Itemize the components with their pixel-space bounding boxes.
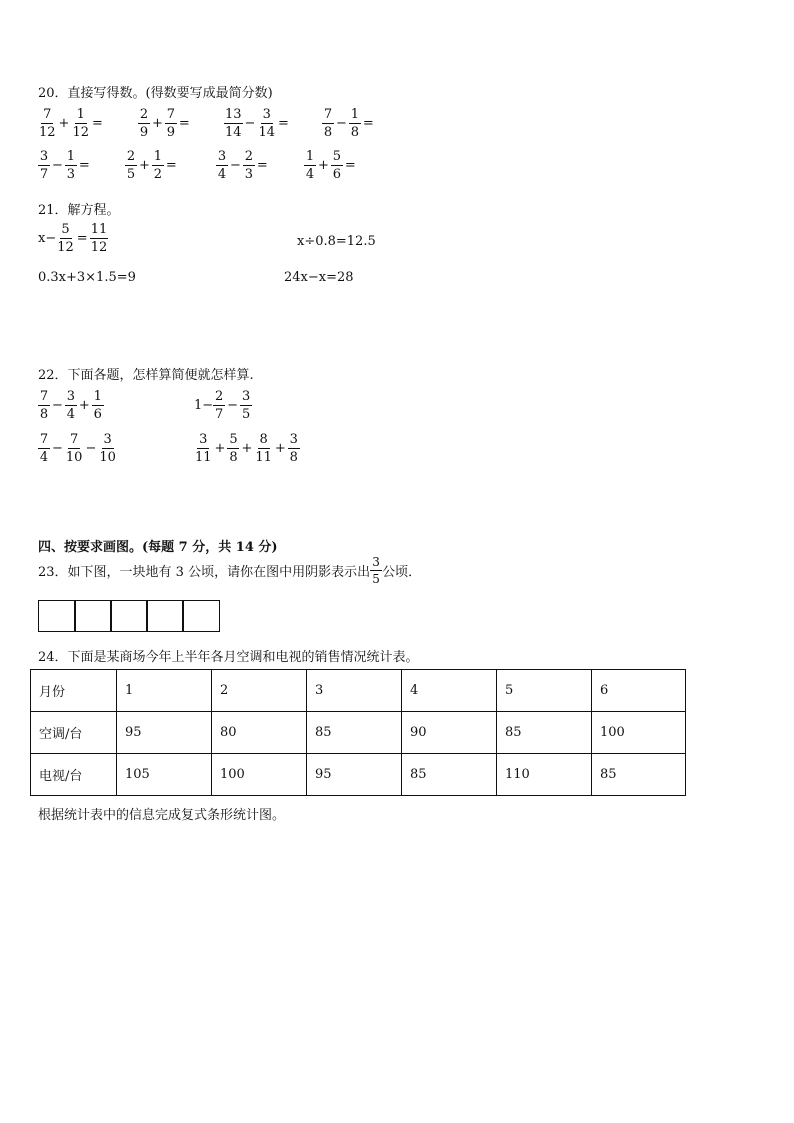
q22-expression-1: $\frac{7}{8}$ − $\frac{3}{4}$ + $\frac{1}{6}$ bbox=[39, 389, 102, 422]
table-cell: 80 bbox=[212, 712, 307, 754]
q24-title: 24．下面是某商场今年上半年各月空调和电视的销售情况统计表。 bbox=[38, 650, 419, 665]
q22-expression-4: $\frac{3}{11}$ + $\frac{5}{8}$ + $\frac{8}{11}$ + $\frac{3}{8}$ bbox=[195, 432, 298, 465]
table-row bbox=[31, 712, 686, 754]
table-row bbox=[31, 670, 686, 712]
q21-title: 21．解方程。 bbox=[38, 203, 120, 218]
fraction: $\frac{1}{4}$ bbox=[305, 149, 315, 182]
q22-expression-2: 1− $\frac{2}{7}$ − $\frac{3}{5}$ bbox=[194, 389, 251, 422]
table-cell: 85 bbox=[307, 712, 402, 754]
land-grid-cell[interactable] bbox=[182, 600, 220, 632]
land-grid-cell[interactable] bbox=[38, 600, 76, 632]
fraction: $\frac{7}{4}$ bbox=[39, 432, 49, 465]
table-header-cell: 月份 bbox=[31, 670, 117, 712]
table-header-cell: 6 bbox=[592, 670, 686, 712]
land-grid-cell[interactable] bbox=[146, 600, 184, 632]
q21-equation-3: 0.3x+3×1.5=9 bbox=[38, 270, 136, 285]
q20-row2-item1: $\frac{3}{7}$ − $\frac{1}{3}$ = bbox=[39, 149, 90, 182]
fraction: $\frac{7}{8}$ bbox=[39, 389, 49, 422]
table-header-cell: 3 bbox=[307, 670, 402, 712]
table-header-cell: 4 bbox=[402, 670, 497, 712]
q24-footer: 根据统计表中的信息完成复式条形统计图。 bbox=[38, 808, 286, 823]
q20-row1-item1: $\frac{7}{12}$ + $\frac{1}{12}$ = bbox=[39, 107, 103, 140]
table-cell: 电视/台 bbox=[31, 754, 117, 796]
table-cell: 110 bbox=[497, 754, 592, 796]
fraction: $\frac{1}{3}$ bbox=[66, 149, 76, 182]
fraction: $\frac{2}{7}$ bbox=[215, 389, 224, 422]
q22-expression-3: $\frac{7}{4}$ − $\frac{7}{10}$ − $\frac{3}{10}$ bbox=[39, 432, 116, 465]
q20-row1-item3: $\frac{13}{14}$ − $\frac{3}{14}$ = bbox=[225, 107, 289, 140]
fraction: $\frac{8}{11}$ bbox=[255, 432, 272, 465]
sales-table bbox=[30, 669, 686, 796]
fraction: $\frac{1}{6}$ bbox=[93, 389, 102, 422]
table-cell: 105 bbox=[117, 754, 212, 796]
fraction: $\frac{7}{8}$ bbox=[323, 107, 333, 140]
table-cell: 85 bbox=[592, 754, 686, 796]
fraction: $\frac{3}{5}$ bbox=[241, 389, 251, 422]
table-cell: 95 bbox=[307, 754, 402, 796]
fraction: $\frac{3}{10}$ bbox=[99, 432, 116, 465]
fraction: $\frac{13}{14}$ bbox=[225, 107, 242, 140]
fraction: $\frac{3}{8}$ bbox=[289, 432, 298, 465]
table-cell: 95 bbox=[117, 712, 212, 754]
table-cell: 100 bbox=[212, 754, 307, 796]
fraction: $\frac{3}{4}$ bbox=[66, 389, 76, 422]
fraction: $\frac{1}{12}$ bbox=[72, 107, 89, 140]
q20-row2-item3: $\frac{3}{4}$ − $\frac{2}{3}$ = bbox=[217, 149, 268, 182]
fraction: $\frac{3}{4}$ bbox=[217, 149, 227, 182]
fraction: $\frac{3}{14}$ bbox=[258, 107, 275, 140]
fraction: $\frac{3}{7}$ bbox=[39, 149, 49, 182]
q20-title: 20．直接写得数。(得数要写成最简分数) bbox=[38, 86, 273, 101]
land-grid-cell[interactable] bbox=[74, 600, 112, 632]
table-header-cell: 2 bbox=[212, 670, 307, 712]
q21-equation-1: x− $\frac{5}{12}$ = $\frac{11}{12}$ bbox=[38, 222, 108, 255]
fraction: $\frac{3}{5}$ bbox=[370, 556, 382, 585]
table-header-cell: 5 bbox=[497, 670, 592, 712]
table-cell: 85 bbox=[497, 712, 592, 754]
fraction: $\frac{11}{12}$ bbox=[90, 222, 108, 255]
fraction: $\frac{5}{8}$ bbox=[229, 432, 238, 465]
table-cell: 85 bbox=[402, 754, 497, 796]
fraction: $\frac{1}{8}$ bbox=[350, 107, 360, 140]
fraction: $\frac{5}{12}$ bbox=[57, 222, 74, 255]
land-grid-cell[interactable] bbox=[110, 600, 148, 632]
table-cell: 空调/台 bbox=[31, 712, 117, 754]
table-cell: 90 bbox=[402, 712, 497, 754]
fraction: $\frac{2}{9}$ bbox=[139, 107, 149, 140]
fraction: $\frac{3}{11}$ bbox=[195, 432, 212, 465]
q20-row1-item2: $\frac{2}{9}$ + $\frac{7}{9}$ = bbox=[139, 107, 190, 140]
q20-row2-item4: $\frac{1}{4}$ + $\frac{5}{6}$ = bbox=[305, 149, 356, 182]
q22-title: 22．下面各题，怎样算简便就怎样算. bbox=[38, 368, 254, 383]
q23-prompt: 23．如下图，一块地有 3 公顷，请你在图中用阴影表示出 $\frac{3}{5}$ 公顷． bbox=[38, 555, 422, 586]
table-cell: 100 bbox=[592, 712, 686, 754]
q21-equation-4: 24x−x=28 bbox=[284, 270, 354, 285]
q20-row2-item2: $\frac{2}{5}$ + $\frac{1}{2}$ = bbox=[126, 149, 177, 182]
q21-equation-2: x÷0.8=12.5 bbox=[297, 234, 376, 249]
fraction: $\frac{7}{12}$ bbox=[39, 107, 56, 140]
fraction: $\frac{2}{5}$ bbox=[126, 149, 136, 182]
fraction: $\frac{7}{10}$ bbox=[65, 432, 83, 465]
table-header-cell: 1 bbox=[117, 670, 212, 712]
q20-row1-item4: $\frac{7}{8}$ − $\frac{1}{8}$ = bbox=[323, 107, 374, 140]
fraction: $\frac{5}{6}$ bbox=[332, 149, 342, 182]
fraction: $\frac{1}{2}$ bbox=[153, 149, 163, 182]
table-row bbox=[31, 754, 686, 796]
section-4-heading: 四、按要求画图。(每题 7 分，共 14 分) bbox=[38, 540, 278, 555]
fraction: $\frac{7}{9}$ bbox=[166, 107, 176, 140]
fraction: $\frac{2}{3}$ bbox=[244, 149, 254, 182]
